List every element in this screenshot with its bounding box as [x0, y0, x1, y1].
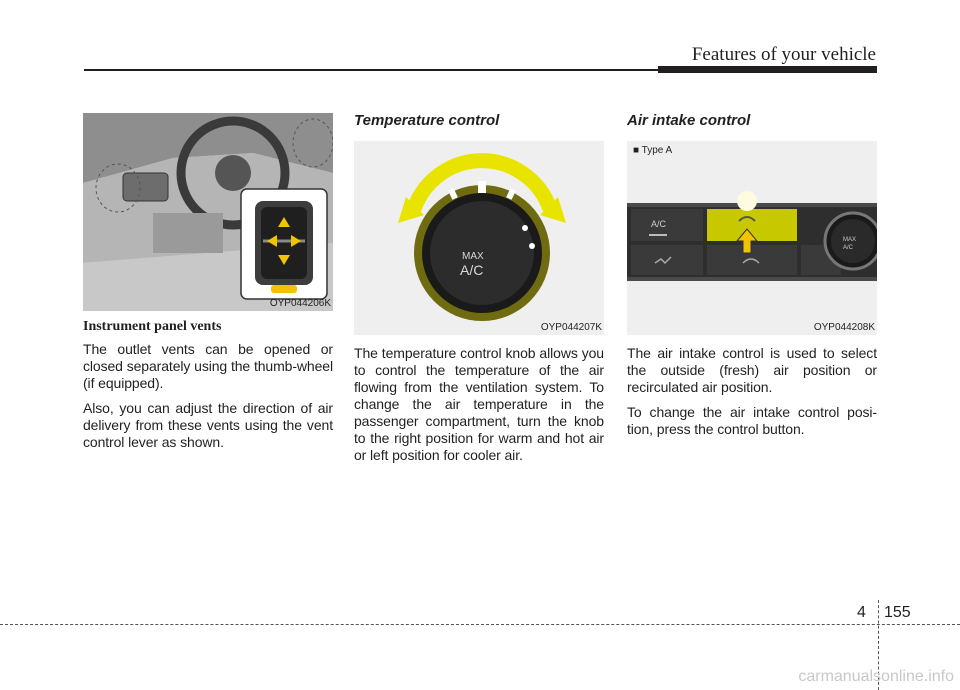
air-intake-paragraph-2: To change the air intake control posi-tion, press the control button. [627, 404, 877, 437]
air-intake-column [627, 113, 877, 446]
vents-paragraph-1: The outlet vents can be opened or closed separately using the thumb-wheel (if equipped). [83, 341, 333, 391]
panel-knob-max: MAX [843, 237, 857, 243]
panel-knob-ac: A/C [843, 245, 854, 251]
page-header-title: Features of your vehicle [691, 44, 876, 65]
air-intake-figure-code: OYP044208K [813, 322, 875, 333]
page-number: 155 [884, 604, 911, 621]
panel-ac-label: A/C [651, 219, 667, 229]
temperature-figure [354, 141, 604, 335]
air-intake-title: Air intake control [627, 112, 751, 129]
air-intake-paragraph-1: The air intake control is used to select the outside (fresh) air position or recirculated air position. [627, 345, 877, 395]
temperature-column [354, 113, 604, 472]
temperature-paragraph: The temperature control knob allows you to control the temperature of the air flowing from the ventilation system. To change the air temperature in the passenger compartment, turn the knob to the right position for warm and hot air or left position for cooler air. [354, 345, 604, 463]
dashboard-illustration [83, 113, 333, 311]
chapter-number: 4 [857, 604, 866, 621]
vents-column [83, 113, 333, 459]
temperature-figure-code: OYP044207K [540, 322, 602, 333]
vents-figure-code: OYP044206K [269, 298, 331, 309]
watermark: carmanualsonline.info [798, 668, 954, 685]
header-rule-accent [658, 66, 877, 73]
vents-subhead: Instrument panel vents [83, 319, 222, 334]
air-intake-panel-illustration [627, 141, 877, 335]
air-intake-figure [627, 141, 877, 335]
vents-figure [83, 113, 333, 311]
header-rule [84, 69, 658, 71]
vents-paragraph-2: Also, you can adjust the direction of air delivery from these vents using the vent control lever as shown. [83, 400, 333, 450]
temperature-knob-illustration [354, 141, 604, 335]
footer-rule [0, 624, 960, 625]
knob-ac-label: A/C [460, 262, 484, 278]
knob-max-label: MAX [462, 251, 484, 262]
temperature-title: Temperature control [354, 112, 500, 129]
air-intake-type-label: ■ Type A [633, 145, 673, 156]
